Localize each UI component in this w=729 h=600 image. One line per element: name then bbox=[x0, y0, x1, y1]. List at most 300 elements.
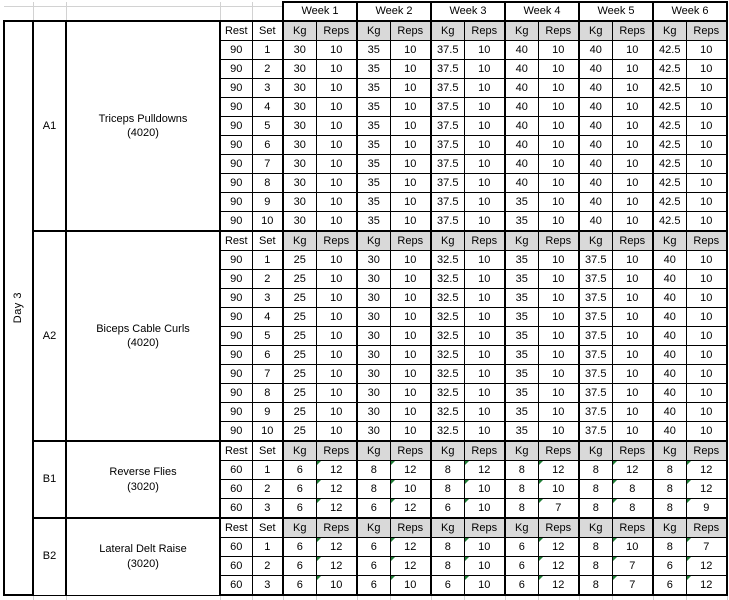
kg-header-cell[interactable]: Kg bbox=[431, 518, 464, 538]
kg-value-cell[interactable]: 8 bbox=[579, 480, 612, 499]
kg-value-cell[interactable]: 8 bbox=[431, 480, 464, 499]
exercise-code-cell[interactable]: B2 bbox=[33, 518, 66, 595]
kg-header-cell[interactable]: Kg bbox=[431, 441, 464, 461]
kg-value-cell[interactable]: 6 bbox=[431, 576, 464, 596]
reps-value-cell[interactable]: 10 bbox=[464, 499, 505, 519]
reps-header-cell[interactable]: Reps bbox=[390, 21, 431, 41]
kg-header-cell[interactable]: Kg bbox=[283, 21, 316, 41]
kg-value-cell[interactable]: 35 bbox=[357, 136, 390, 155]
reps-value-cell[interactable]: 10 bbox=[612, 136, 653, 155]
kg-header-cell[interactable]: Kg bbox=[653, 441, 686, 461]
kg-value-cell[interactable]: 8 bbox=[431, 557, 464, 576]
kg-value-cell[interactable]: 40 bbox=[505, 98, 538, 117]
kg-value-cell[interactable]: 32.5 bbox=[431, 403, 464, 422]
reps-value-cell[interactable]: 10 bbox=[316, 212, 357, 232]
reps-value-cell[interactable]: 10 bbox=[316, 98, 357, 117]
reps-value-cell[interactable]: 10 bbox=[316, 576, 357, 596]
reps-value-cell[interactable]: 10 bbox=[464, 480, 505, 499]
kg-value-cell[interactable]: 30 bbox=[357, 251, 390, 270]
kg-value-cell[interactable]: 35 bbox=[505, 212, 538, 232]
kg-value-cell[interactable]: 32.5 bbox=[431, 365, 464, 384]
reps-value-cell[interactable]: 12 bbox=[316, 557, 357, 576]
reps-value-cell[interactable]: 10 bbox=[316, 155, 357, 174]
reps-value-cell[interactable]: 12 bbox=[390, 461, 431, 480]
reps-header-cell[interactable]: Reps bbox=[686, 441, 727, 461]
kg-value-cell[interactable]: 30 bbox=[283, 98, 316, 117]
kg-value-cell[interactable]: 37.5 bbox=[579, 270, 612, 289]
kg-value-cell[interactable]: 30 bbox=[283, 193, 316, 212]
reps-value-cell[interactable]: 10 bbox=[538, 136, 579, 155]
reps-value-cell[interactable]: 10 bbox=[538, 289, 579, 308]
reps-header-cell[interactable]: Reps bbox=[316, 518, 357, 538]
reps-value-cell[interactable]: 10 bbox=[538, 480, 579, 499]
kg-value-cell[interactable]: 40 bbox=[653, 384, 686, 403]
reps-value-cell[interactable]: 10 bbox=[612, 346, 653, 365]
kg-value-cell[interactable]: 35 bbox=[505, 403, 538, 422]
reps-value-cell[interactable]: 10 bbox=[390, 136, 431, 155]
kg-value-cell[interactable]: 6 bbox=[357, 557, 390, 576]
kg-value-cell[interactable]: 6 bbox=[283, 461, 316, 480]
kg-value-cell[interactable]: 35 bbox=[505, 422, 538, 442]
reps-value-cell[interactable]: 10 bbox=[612, 422, 653, 442]
set-cell[interactable]: 6 bbox=[252, 136, 283, 155]
reps-value-cell[interactable]: 10 bbox=[316, 346, 357, 365]
set-cell[interactable]: 1 bbox=[252, 41, 283, 60]
rest-cell[interactable]: 90 bbox=[220, 174, 252, 193]
reps-value-cell[interactable]: 10 bbox=[316, 60, 357, 79]
kg-header-cell[interactable]: Kg bbox=[579, 441, 612, 461]
set-cell[interactable]: 7 bbox=[252, 365, 283, 384]
reps-value-cell[interactable]: 10 bbox=[464, 193, 505, 212]
reps-value-cell[interactable]: 10 bbox=[686, 327, 727, 346]
set-cell[interactable]: 3 bbox=[252, 576, 283, 596]
reps-value-cell[interactable]: 10 bbox=[612, 365, 653, 384]
kg-value-cell[interactable]: 32.5 bbox=[431, 422, 464, 442]
kg-value-cell[interactable]: 6 bbox=[505, 557, 538, 576]
reps-value-cell[interactable]: 10 bbox=[464, 79, 505, 98]
kg-value-cell[interactable]: 8 bbox=[579, 576, 612, 596]
kg-value-cell[interactable]: 8 bbox=[505, 499, 538, 519]
exercise-name-cell[interactable] bbox=[66, 21, 220, 231]
kg-value-cell[interactable]: 6 bbox=[357, 576, 390, 596]
reps-value-cell[interactable]: 10 bbox=[538, 308, 579, 327]
reps-value-cell[interactable]: 12 bbox=[464, 461, 505, 480]
kg-value-cell[interactable]: 30 bbox=[357, 365, 390, 384]
kg-value-cell[interactable]: 30 bbox=[357, 384, 390, 403]
kg-value-cell[interactable]: 35 bbox=[357, 193, 390, 212]
reps-header-cell[interactable]: Reps bbox=[316, 21, 357, 41]
reps-value-cell[interactable]: 10 bbox=[464, 117, 505, 136]
exercise-name-cell[interactable] bbox=[66, 441, 220, 518]
exercise-name-cell[interactable] bbox=[66, 231, 220, 441]
reps-value-cell[interactable]: 10 bbox=[538, 327, 579, 346]
reps-value-cell[interactable]: 10 bbox=[612, 193, 653, 212]
kg-value-cell[interactable]: 37.5 bbox=[579, 308, 612, 327]
reps-value-cell[interactable]: 10 bbox=[686, 270, 727, 289]
kg-value-cell[interactable]: 32.5 bbox=[431, 346, 464, 365]
kg-value-cell[interactable]: 42.5 bbox=[653, 41, 686, 60]
rest-header-cell[interactable]: Rest bbox=[220, 21, 252, 41]
reps-value-cell[interactable]: 10 bbox=[464, 384, 505, 403]
kg-value-cell[interactable]: 42.5 bbox=[653, 136, 686, 155]
reps-value-cell[interactable]: 10 bbox=[316, 193, 357, 212]
set-cell[interactable]: 4 bbox=[252, 98, 283, 117]
reps-value-cell[interactable]: 10 bbox=[316, 136, 357, 155]
set-cell[interactable]: 1 bbox=[252, 251, 283, 270]
kg-header-cell[interactable]: Kg bbox=[283, 231, 316, 251]
kg-value-cell[interactable]: 42.5 bbox=[653, 117, 686, 136]
reps-value-cell[interactable]: 10 bbox=[538, 79, 579, 98]
reps-value-cell[interactable]: 10 bbox=[686, 289, 727, 308]
rest-cell[interactable]: 60 bbox=[220, 499, 252, 519]
reps-value-cell[interactable]: 10 bbox=[612, 270, 653, 289]
reps-header-cell[interactable]: Reps bbox=[538, 518, 579, 538]
reps-value-cell[interactable]: 10 bbox=[464, 365, 505, 384]
set-cell[interactable]: 9 bbox=[252, 193, 283, 212]
reps-value-cell[interactable]: 10 bbox=[316, 174, 357, 193]
reps-header-cell[interactable]: Reps bbox=[612, 441, 653, 461]
set-cell[interactable]: 1 bbox=[252, 538, 283, 557]
reps-header-cell[interactable]: Reps bbox=[612, 21, 653, 41]
kg-value-cell[interactable]: 40 bbox=[579, 155, 612, 174]
reps-value-cell[interactable]: 10 bbox=[612, 174, 653, 193]
set-cell[interactable]: 1 bbox=[252, 461, 283, 480]
reps-value-cell[interactable]: 10 bbox=[686, 365, 727, 384]
reps-header-cell[interactable]: Reps bbox=[686, 21, 727, 41]
reps-value-cell[interactable]: 10 bbox=[538, 41, 579, 60]
kg-header-cell[interactable]: Kg bbox=[431, 21, 464, 41]
kg-value-cell[interactable]: 6 bbox=[283, 538, 316, 557]
rest-cell[interactable]: 90 bbox=[220, 79, 252, 98]
kg-value-cell[interactable]: 8 bbox=[579, 538, 612, 557]
kg-value-cell[interactable]: 40 bbox=[579, 98, 612, 117]
reps-value-cell[interactable]: 10 bbox=[538, 422, 579, 442]
rest-cell[interactable]: 90 bbox=[220, 289, 252, 308]
kg-header-cell[interactable]: Kg bbox=[653, 231, 686, 251]
reps-value-cell[interactable]: 12 bbox=[316, 538, 357, 557]
kg-value-cell[interactable]: 37.5 bbox=[431, 60, 464, 79]
rest-cell[interactable]: 90 bbox=[220, 308, 252, 327]
reps-value-cell[interactable]: 10 bbox=[612, 289, 653, 308]
kg-value-cell[interactable]: 25 bbox=[283, 346, 316, 365]
reps-value-cell[interactable]: 10 bbox=[686, 403, 727, 422]
kg-value-cell[interactable]: 35 bbox=[357, 155, 390, 174]
reps-header-cell[interactable]: Reps bbox=[612, 518, 653, 538]
kg-value-cell[interactable]: 37.5 bbox=[579, 365, 612, 384]
reps-value-cell[interactable]: 12 bbox=[538, 538, 579, 557]
reps-value-cell[interactable]: 10 bbox=[686, 60, 727, 79]
kg-value-cell[interactable]: 32.5 bbox=[431, 384, 464, 403]
reps-value-cell[interactable]: 10 bbox=[686, 346, 727, 365]
kg-value-cell[interactable]: 40 bbox=[579, 212, 612, 232]
set-cell[interactable]: 5 bbox=[252, 117, 283, 136]
reps-value-cell[interactable]: 10 bbox=[686, 79, 727, 98]
kg-value-cell[interactable]: 40 bbox=[505, 155, 538, 174]
kg-value-cell[interactable]: 25 bbox=[283, 403, 316, 422]
kg-header-cell[interactable]: Kg bbox=[653, 21, 686, 41]
reps-value-cell[interactable]: 12 bbox=[686, 557, 727, 576]
kg-value-cell[interactable]: 37.5 bbox=[579, 327, 612, 346]
reps-value-cell[interactable]: 10 bbox=[390, 308, 431, 327]
kg-value-cell[interactable]: 30 bbox=[283, 79, 316, 98]
reps-value-cell[interactable]: 12 bbox=[686, 576, 727, 596]
reps-value-cell[interactable]: 10 bbox=[390, 270, 431, 289]
kg-value-cell[interactable]: 30 bbox=[357, 346, 390, 365]
reps-header-cell[interactable]: Reps bbox=[464, 21, 505, 41]
rest-cell[interactable]: 90 bbox=[220, 98, 252, 117]
reps-header-cell[interactable]: Reps bbox=[464, 231, 505, 251]
rest-cell[interactable]: 60 bbox=[220, 480, 252, 499]
reps-value-cell[interactable]: 12 bbox=[316, 480, 357, 499]
kg-value-cell[interactable]: 30 bbox=[357, 327, 390, 346]
reps-header-cell[interactable]: Reps bbox=[390, 518, 431, 538]
week-header-cell[interactable]: Week 5 bbox=[579, 2, 653, 21]
reps-value-cell[interactable]: 10 bbox=[316, 117, 357, 136]
kg-value-cell[interactable]: 37.5 bbox=[579, 251, 612, 270]
kg-value-cell[interactable]: 37.5 bbox=[431, 174, 464, 193]
reps-value-cell[interactable]: 10 bbox=[538, 251, 579, 270]
kg-value-cell[interactable]: 40 bbox=[579, 136, 612, 155]
reps-value-cell[interactable]: 10 bbox=[464, 212, 505, 232]
reps-value-cell[interactable]: 10 bbox=[390, 289, 431, 308]
kg-value-cell[interactable]: 40 bbox=[579, 117, 612, 136]
day-cell[interactable] bbox=[4, 21, 33, 595]
kg-value-cell[interactable]: 25 bbox=[283, 270, 316, 289]
kg-value-cell[interactable]: 30 bbox=[283, 212, 316, 232]
kg-value-cell[interactable]: 37.5 bbox=[579, 346, 612, 365]
kg-value-cell[interactable]: 40 bbox=[579, 193, 612, 212]
kg-value-cell[interactable]: 6 bbox=[283, 576, 316, 596]
reps-value-cell[interactable]: 10 bbox=[538, 212, 579, 232]
reps-value-cell[interactable]: 10 bbox=[538, 346, 579, 365]
reps-value-cell[interactable]: 10 bbox=[538, 117, 579, 136]
kg-value-cell[interactable]: 40 bbox=[653, 327, 686, 346]
kg-value-cell[interactable]: 30 bbox=[357, 289, 390, 308]
reps-value-cell[interactable]: 10 bbox=[612, 117, 653, 136]
kg-value-cell[interactable]: 30 bbox=[283, 136, 316, 155]
kg-value-cell[interactable]: 37.5 bbox=[579, 289, 612, 308]
reps-value-cell[interactable]: 10 bbox=[464, 60, 505, 79]
reps-value-cell[interactable]: 9 bbox=[686, 499, 727, 519]
kg-value-cell[interactable]: 35 bbox=[505, 365, 538, 384]
reps-value-cell[interactable]: 10 bbox=[390, 346, 431, 365]
reps-header-cell[interactable]: Reps bbox=[538, 231, 579, 251]
kg-value-cell[interactable]: 37.5 bbox=[431, 98, 464, 117]
reps-value-cell[interactable]: 12 bbox=[686, 480, 727, 499]
kg-value-cell[interactable]: 32.5 bbox=[431, 270, 464, 289]
kg-value-cell[interactable]: 25 bbox=[283, 308, 316, 327]
reps-value-cell[interactable]: 10 bbox=[316, 289, 357, 308]
kg-value-cell[interactable]: 35 bbox=[505, 270, 538, 289]
rest-cell[interactable]: 90 bbox=[220, 212, 252, 232]
reps-value-cell[interactable]: 12 bbox=[538, 461, 579, 480]
rest-cell[interactable]: 60 bbox=[220, 538, 252, 557]
reps-value-cell[interactable]: 10 bbox=[464, 98, 505, 117]
kg-value-cell[interactable]: 40 bbox=[653, 422, 686, 442]
reps-value-cell[interactable]: 10 bbox=[390, 117, 431, 136]
reps-value-cell[interactable]: 10 bbox=[612, 308, 653, 327]
kg-value-cell[interactable]: 32.5 bbox=[431, 251, 464, 270]
rest-cell[interactable]: 90 bbox=[220, 117, 252, 136]
rest-cell[interactable]: 90 bbox=[220, 365, 252, 384]
reps-value-cell[interactable]: 10 bbox=[464, 557, 505, 576]
kg-value-cell[interactable]: 42.5 bbox=[653, 60, 686, 79]
kg-value-cell[interactable]: 32.5 bbox=[431, 289, 464, 308]
set-cell[interactable]: 4 bbox=[252, 308, 283, 327]
reps-header-cell[interactable]: Reps bbox=[686, 231, 727, 251]
kg-value-cell[interactable]: 6 bbox=[653, 557, 686, 576]
kg-header-cell[interactable]: Kg bbox=[283, 441, 316, 461]
kg-value-cell[interactable]: 25 bbox=[283, 365, 316, 384]
reps-value-cell[interactable]: 10 bbox=[390, 327, 431, 346]
kg-value-cell[interactable]: 35 bbox=[505, 346, 538, 365]
kg-value-cell[interactable]: 37.5 bbox=[431, 117, 464, 136]
kg-value-cell[interactable]: 40 bbox=[653, 403, 686, 422]
reps-value-cell[interactable]: 10 bbox=[390, 41, 431, 60]
rest-header-cell[interactable]: Rest bbox=[220, 441, 252, 461]
rest-cell[interactable]: 60 bbox=[220, 557, 252, 576]
kg-header-cell[interactable]: Kg bbox=[283, 518, 316, 538]
rest-cell[interactable]: 90 bbox=[220, 403, 252, 422]
rest-header-cell[interactable]: Rest bbox=[220, 231, 252, 251]
kg-value-cell[interactable]: 6 bbox=[505, 576, 538, 596]
reps-value-cell[interactable]: 10 bbox=[686, 136, 727, 155]
rest-cell[interactable]: 90 bbox=[220, 60, 252, 79]
reps-value-cell[interactable]: 10 bbox=[538, 403, 579, 422]
reps-value-cell[interactable]: 7 bbox=[538, 499, 579, 519]
reps-value-cell[interactable]: 10 bbox=[538, 60, 579, 79]
kg-value-cell[interactable]: 6 bbox=[283, 480, 316, 499]
kg-value-cell[interactable]: 8 bbox=[431, 461, 464, 480]
kg-value-cell[interactable]: 8 bbox=[579, 557, 612, 576]
reps-value-cell[interactable]: 10 bbox=[390, 403, 431, 422]
reps-value-cell[interactable]: 10 bbox=[316, 327, 357, 346]
reps-value-cell[interactable]: 10 bbox=[464, 270, 505, 289]
exercise-code-cell[interactable]: A2 bbox=[33, 231, 66, 441]
reps-value-cell[interactable]: 12 bbox=[612, 461, 653, 480]
reps-value-cell[interactable]: 10 bbox=[686, 98, 727, 117]
kg-value-cell[interactable]: 40 bbox=[505, 117, 538, 136]
reps-value-cell[interactable]: 10 bbox=[390, 251, 431, 270]
reps-value-cell[interactable]: 12 bbox=[390, 499, 431, 519]
reps-value-cell[interactable]: 10 bbox=[464, 174, 505, 193]
rest-cell[interactable]: 90 bbox=[220, 327, 252, 346]
kg-value-cell[interactable]: 30 bbox=[357, 308, 390, 327]
reps-value-cell[interactable]: 10 bbox=[390, 365, 431, 384]
set-cell[interactable]: 7 bbox=[252, 155, 283, 174]
kg-value-cell[interactable]: 8 bbox=[579, 461, 612, 480]
set-cell[interactable]: 2 bbox=[252, 60, 283, 79]
reps-value-cell[interactable]: 12 bbox=[390, 557, 431, 576]
reps-value-cell[interactable]: 10 bbox=[686, 155, 727, 174]
rest-cell[interactable]: 90 bbox=[220, 346, 252, 365]
reps-value-cell[interactable]: 10 bbox=[390, 212, 431, 232]
kg-value-cell[interactable]: 8 bbox=[357, 461, 390, 480]
kg-value-cell[interactable]: 37.5 bbox=[579, 403, 612, 422]
kg-value-cell[interactable]: 40 bbox=[505, 174, 538, 193]
reps-value-cell[interactable]: 10 bbox=[612, 538, 653, 557]
set-cell[interactable]: 3 bbox=[252, 289, 283, 308]
kg-value-cell[interactable]: 6 bbox=[357, 499, 390, 519]
reps-value-cell[interactable]: 10 bbox=[464, 251, 505, 270]
reps-value-cell[interactable]: 10 bbox=[612, 155, 653, 174]
reps-value-cell[interactable]: 10 bbox=[316, 79, 357, 98]
reps-value-cell[interactable]: 10 bbox=[612, 403, 653, 422]
reps-value-cell[interactable]: 10 bbox=[538, 365, 579, 384]
kg-header-cell[interactable]: Kg bbox=[357, 231, 390, 251]
reps-value-cell[interactable]: 10 bbox=[464, 289, 505, 308]
kg-value-cell[interactable]: 30 bbox=[283, 60, 316, 79]
reps-value-cell[interactable]: 10 bbox=[686, 117, 727, 136]
kg-header-cell[interactable]: Kg bbox=[357, 518, 390, 538]
kg-header-cell[interactable]: Kg bbox=[579, 21, 612, 41]
kg-value-cell[interactable]: 40 bbox=[505, 60, 538, 79]
reps-value-cell[interactable]: 10 bbox=[390, 480, 431, 499]
reps-value-cell[interactable]: 10 bbox=[538, 155, 579, 174]
kg-header-cell[interactable]: Kg bbox=[653, 518, 686, 538]
kg-value-cell[interactable]: 6 bbox=[431, 499, 464, 519]
set-cell[interactable]: 8 bbox=[252, 384, 283, 403]
reps-header-cell[interactable]: Reps bbox=[464, 518, 505, 538]
reps-value-cell[interactable]: 10 bbox=[538, 98, 579, 117]
set-header-cell[interactable]: Set bbox=[252, 231, 283, 251]
kg-header-cell[interactable]: Kg bbox=[431, 231, 464, 251]
reps-value-cell[interactable]: 10 bbox=[390, 98, 431, 117]
reps-value-cell[interactable]: 12 bbox=[538, 557, 579, 576]
kg-header-cell[interactable]: Kg bbox=[357, 21, 390, 41]
set-cell[interactable]: 8 bbox=[252, 174, 283, 193]
kg-value-cell[interactable]: 40 bbox=[579, 60, 612, 79]
reps-header-cell[interactable]: Reps bbox=[538, 441, 579, 461]
reps-value-cell[interactable]: 12 bbox=[316, 461, 357, 480]
reps-value-cell[interactable]: 10 bbox=[316, 365, 357, 384]
kg-value-cell[interactable]: 35 bbox=[357, 60, 390, 79]
kg-value-cell[interactable]: 35 bbox=[505, 289, 538, 308]
reps-value-cell[interactable]: 10 bbox=[316, 403, 357, 422]
reps-value-cell[interactable]: 10 bbox=[612, 327, 653, 346]
rest-header-cell[interactable]: Rest bbox=[220, 518, 252, 538]
reps-value-cell[interactable]: 10 bbox=[612, 212, 653, 232]
kg-value-cell[interactable]: 40 bbox=[653, 308, 686, 327]
reps-value-cell[interactable]: 10 bbox=[612, 98, 653, 117]
kg-value-cell[interactable]: 42.5 bbox=[653, 174, 686, 193]
set-cell[interactable]: 3 bbox=[252, 499, 283, 519]
kg-value-cell[interactable]: 42.5 bbox=[653, 212, 686, 232]
kg-value-cell[interactable]: 8 bbox=[431, 538, 464, 557]
kg-value-cell[interactable]: 6 bbox=[357, 538, 390, 557]
reps-value-cell[interactable]: 10 bbox=[390, 174, 431, 193]
reps-value-cell[interactable]: 7 bbox=[686, 538, 727, 557]
reps-header-cell[interactable]: Reps bbox=[316, 441, 357, 461]
kg-value-cell[interactable]: 37.5 bbox=[579, 422, 612, 442]
reps-value-cell[interactable]: 10 bbox=[612, 384, 653, 403]
kg-header-cell[interactable]: Kg bbox=[579, 518, 612, 538]
kg-value-cell[interactable]: 35 bbox=[357, 41, 390, 60]
set-header-cell[interactable]: Set bbox=[252, 518, 283, 538]
set-cell[interactable]: 10 bbox=[252, 212, 283, 232]
week-header-cell[interactable]: Week 4 bbox=[505, 2, 579, 21]
reps-value-cell[interactable]: 10 bbox=[316, 41, 357, 60]
kg-value-cell[interactable]: 35 bbox=[505, 308, 538, 327]
reps-value-cell[interactable]: 10 bbox=[316, 251, 357, 270]
kg-value-cell[interactable]: 42.5 bbox=[653, 79, 686, 98]
reps-value-cell[interactable]: 10 bbox=[390, 193, 431, 212]
exercise-code-cell[interactable]: B1 bbox=[33, 441, 66, 518]
reps-value-cell[interactable]: 10 bbox=[316, 308, 357, 327]
kg-value-cell[interactable]: 35 bbox=[505, 327, 538, 346]
kg-value-cell[interactable]: 37.5 bbox=[431, 155, 464, 174]
kg-value-cell[interactable]: 42.5 bbox=[653, 155, 686, 174]
